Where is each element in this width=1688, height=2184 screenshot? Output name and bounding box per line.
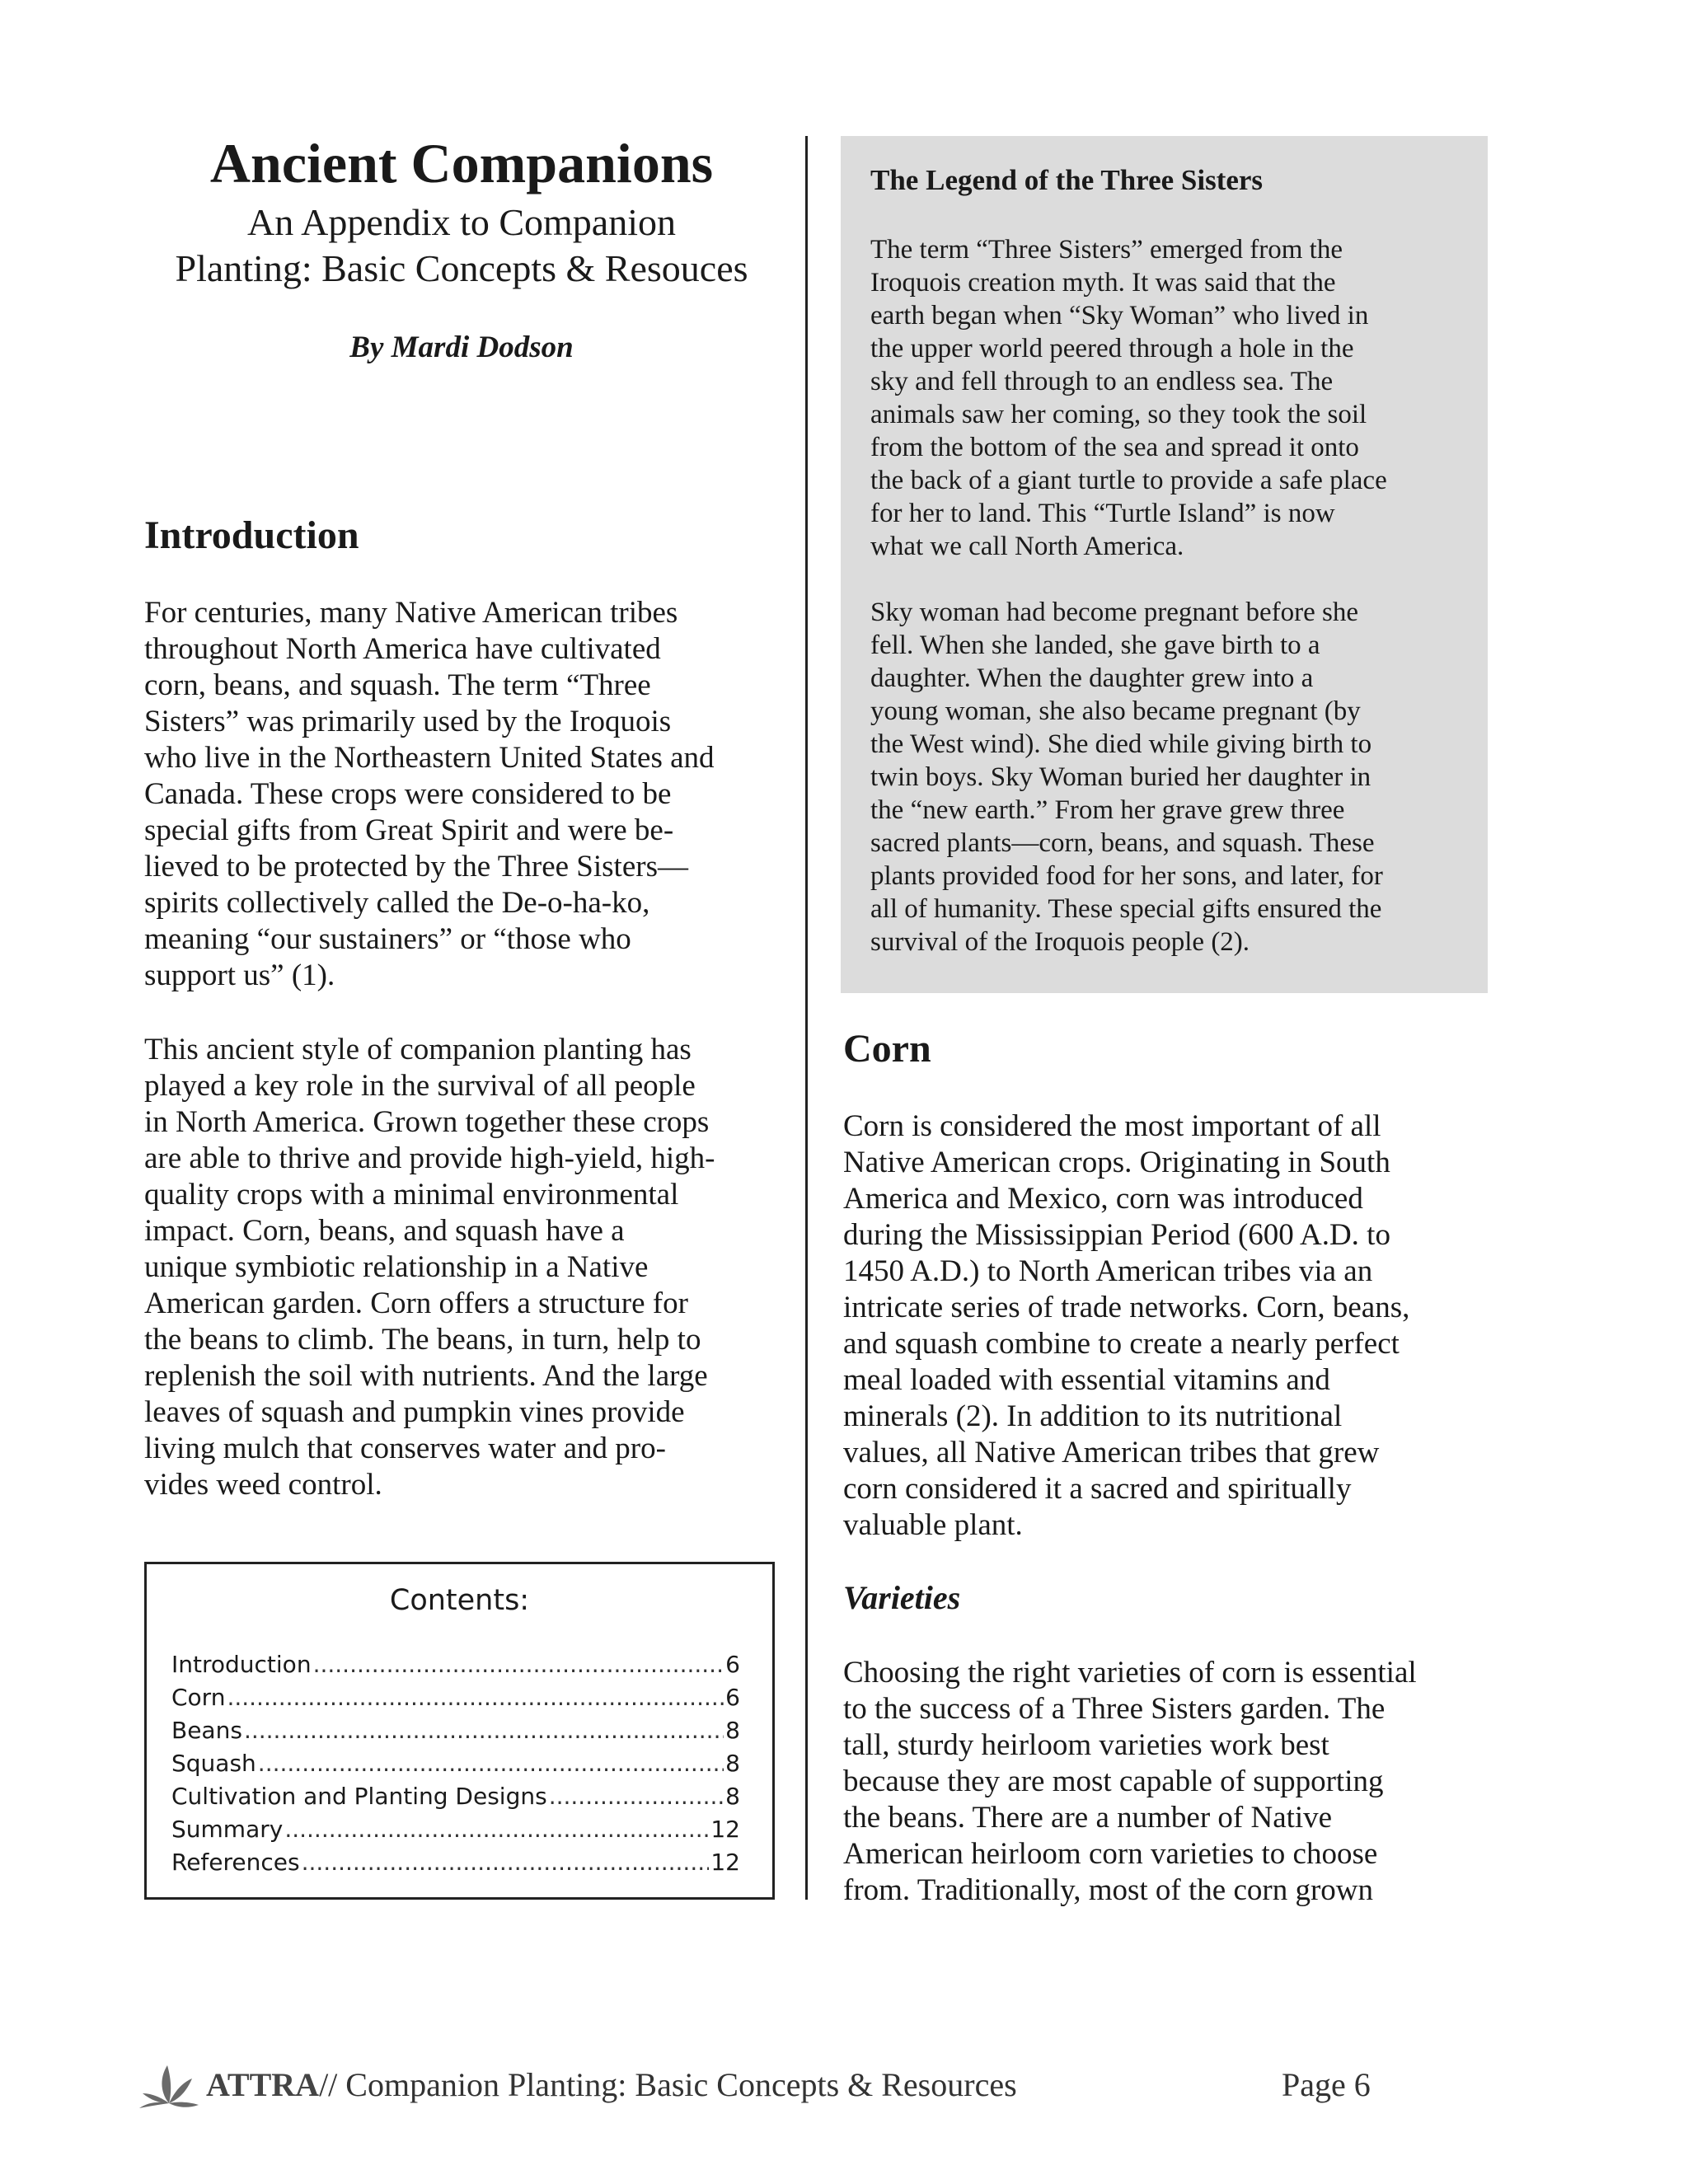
column-divider (805, 136, 808, 1900)
contents-item-label: Cultivation and Planting Designs (171, 1783, 547, 1810)
contents-item-page: 8 (725, 1783, 740, 1810)
corn-paragraph: Corn is considered the most important of all Native American crops. Originating in South America and Mexico, corn was introduced during the Mississippian Period (600 A.D. to 1450 A.D.) to North American tribes via an intricate series of trade networks. Corn, beans, and squash combine to create a nearly perfect meal loaded with essential vitamins and minerals (2). In addition to its nutritional values, all Native American tribes that grew corn considered it a sacred and spiritually valuable plant. (843, 1109, 1410, 1542)
attra-leaf-logo-icon (136, 2060, 202, 2110)
contents-item (171, 1681, 740, 1714)
contents-title: Contents: (389, 1584, 530, 1617)
dot-leader (302, 1846, 710, 1879)
varieties-heading: Varieties (843, 1579, 961, 1616)
contents-item-page: 12 (710, 1816, 740, 1843)
page-number: Page 6 (1282, 2066, 1371, 2103)
contents-box (144, 1562, 775, 1900)
introduction-paragraph-1: For centuries, many Native American tribes throughout North America have cultivated corn, beans, and squash. The term “Three Sisters” was primarily used by the Iroquois who live in the Northeastern United States and Canada. These crops were considered to be special gifts from Great Spirit and were be- lieved to be protected by the Three Sisters— spirits collectively called the De-o-ha-ko, meaning “our sustainers” or “those who support us” (1). (144, 596, 715, 992)
corn-heading: Corn (843, 1027, 931, 1071)
introduction-heading: Introduction (144, 513, 359, 557)
contents-item-page: 8 (725, 1717, 740, 1744)
dot-leader (313, 1648, 724, 1681)
contents-item-page: 8 (725, 1750, 740, 1777)
contents-item-label: Introduction (171, 1651, 312, 1678)
legend-paragraph-2: Sky woman had become pregnant before she fell. When she landed, she gave birth to a daughter. When the daughter grew into a young woman, she also became pregnant (by the West wind). She died while giving birth to twin boys. Sky Woman buried her daughter in the “new earth.” From her grave grew three sacred plants—corn, beans, and squash. These plants provided food for her sons, and later, for all of humanity. These special gifts ensured the survival of the Iroquois people (2). (870, 598, 1383, 957)
contents-item-label: References (171, 1849, 300, 1876)
contents-item-label: Squash (171, 1750, 256, 1777)
contents-item (171, 1747, 740, 1780)
contents-list (171, 1648, 740, 1879)
contents-item (171, 1648, 740, 1681)
contents-item-page: 6 (725, 1684, 740, 1711)
page-footer (136, 2060, 1422, 2110)
legend-sidebar (841, 136, 1488, 993)
byline: By Mardi Dodson (349, 330, 574, 364)
document-title: Ancient Companions (209, 132, 714, 194)
document-subtitle: An Appendix to Companion Planting: Basic Concepts & Resouces (175, 201, 748, 289)
legend-title: The Legend of the Three Sisters (870, 164, 1264, 196)
dot-leader (227, 1681, 724, 1714)
footer-tagline: // Companion Planting: Basic Concepts & Resources (319, 2066, 1017, 2103)
footer-title (206, 2065, 1017, 2104)
contents-item-label: Beans (171, 1717, 242, 1744)
contents-item-label: Summary (171, 1816, 284, 1843)
contents-item (171, 1714, 740, 1747)
footer-brand: ATTRA (206, 2066, 320, 2103)
introduction-paragraph-2: This ancient style of companion planting has played a key role in the survival of all people in North America. Grown together these crops are able to thrive and provide high-yield, high- quality crops with a minimal environmental impact. Corn, beans, and squash have a unique symbiotic relationship in a Native American garden. Corn offers a structure for the beans to climb. The beans, in turn, help to replenish the soil with nutrients. And the large leaves of squash and pumpkin vines provide living mulch that conserves water and pro- vides weed control. (144, 1033, 715, 1502)
dot-leader (549, 1780, 724, 1813)
contents-item-page: 12 (710, 1849, 740, 1876)
legend-paragraph-1: The term “Three Sisters” emerged from the Iroquois creation myth. It was said that the earth began when “Sky Woman” who lived in the upper world peered through a hole in the sky and fell through to an endless sea. The animals saw her coming, so they took the soil from the bottom of the sea and spread it onto the back of a giant turtle to provide a safe place for her to land. This “Turtle Island” is now what we call North America. (870, 235, 1387, 561)
contents-item (171, 1780, 740, 1813)
dot-leader (284, 1813, 709, 1846)
contents-item (171, 1813, 740, 1846)
dot-leader (244, 1714, 724, 1747)
contents-item (171, 1846, 740, 1879)
contents-item-page: 6 (725, 1651, 740, 1678)
contents-item-label: Corn (171, 1684, 226, 1711)
varieties-paragraph: Choosing the right varieties of corn is essential to the success of a Three Sisters garden. The tall, sturdy heirloom varieties work best because they are most capable of supporting the beans. There are a number of Native American heirloom corn varieties to choose from. Traditionally, most of the corn grown (843, 1656, 1417, 1907)
dot-leader (258, 1747, 724, 1780)
